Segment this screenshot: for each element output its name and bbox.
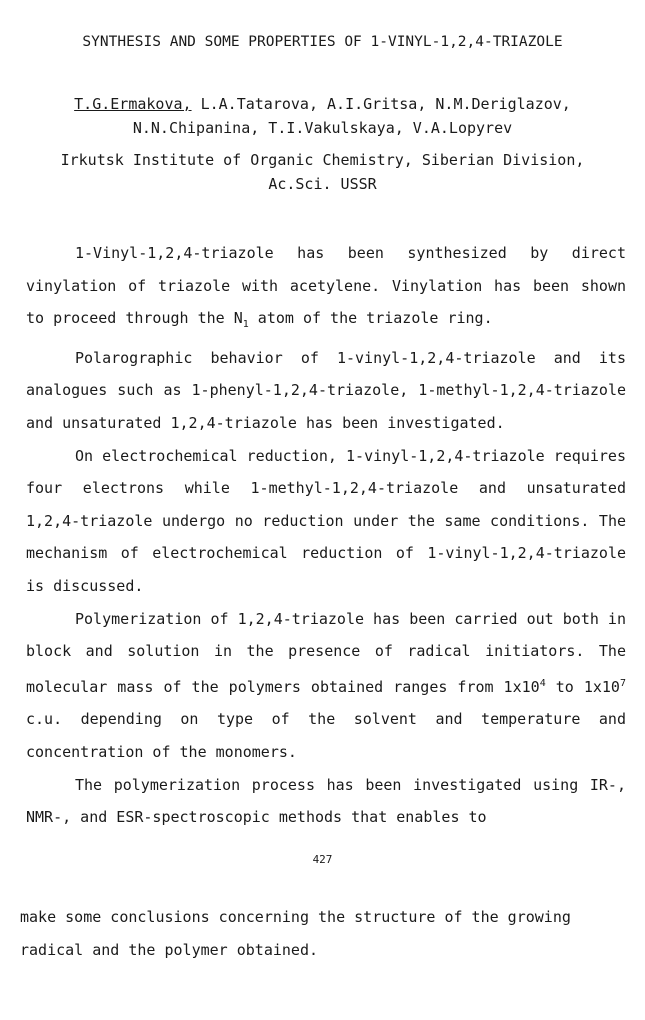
- abstract-body: [26, 237, 626, 834]
- affiliation-line-1: Irkutsk Institute of Organic Chemistry, Siberian Division,: [60, 151, 585, 169]
- continuation-paragraph: make some conclusions concerning the structure of the growing radical and the polymer obtained.: [20, 908, 571, 959]
- paragraph-1-text-a: 1-Vinyl-1,2,4-triazole has been synthesized by direct vinylation of triazole with acetylene. Vinylation has been shown to proceed through the N: [26, 244, 626, 328]
- first-author: T.G.Ermakova,: [74, 95, 192, 113]
- author-line-1: [0, 92, 645, 116]
- page-number: 427: [312, 853, 333, 866]
- paragraph-1-text-b: atom of the triazole ring.: [248, 309, 493, 328]
- paragraph-4-text-b: to 1x10: [545, 677, 620, 696]
- affiliation-line-2: Ac.Sci. USSR: [268, 175, 377, 193]
- paragraph-2: Polarographic behavior of 1-vinyl-1,2,4-triazole and its analogues such as 1-phenyl-1,2,4-triazole, 1-methyl-1,2,4-triazole and unsaturated 1,2,4-triazole has been investigated.: [26, 348, 626, 432]
- paper-title: SYNTHESIS AND SOME PROPERTIES OF 1-VINYL-1,2,4-TRIAZOLE: [82, 34, 563, 50]
- paragraph-3: On electrochemical reduction, 1-vinyl-1,2,4-triazole requires four electrons while 1-methyl-1,2,4-triazole and unsaturated 1,2,4-triazole undergo no reduction under the same conditions. The mechanism of electrochemical reduction of 1-vinyl-1,2,4-triazole is discussed.: [26, 446, 626, 595]
- exponent-7: 7: [619, 677, 626, 689]
- n1-subscript: 1: [242, 319, 249, 331]
- paragraph-1: [26, 237, 626, 342]
- co-authors-1: L.A.Tatarova, A.I.Gritsa, N.M.Deriglazov,: [191, 95, 571, 113]
- affiliation: [0, 148, 645, 196]
- paragraph-5: The polymerization process has been investigated using IR-, NMR-, and ESR-spectroscopic methods that enables to: [26, 775, 626, 827]
- exponent-4: 4: [539, 677, 546, 689]
- continuation-text: [20, 901, 630, 967]
- author-line-2: N.N.Chipanina, T.I.Vakulskaya, V.A.Lopyrev: [132, 119, 513, 137]
- paragraph-4-text-a: Polymerization of 1,2,4-triazole has been carried out both in block and solution in the presence of radical initiators. The molecular mass of the polymers obtained ranges from 1x10: [26, 609, 626, 696]
- paragraph-4-text-c: c.u. depending on type of the solvent and temperature and concentration of the monomers.: [26, 710, 626, 761]
- author-list: [0, 92, 645, 140]
- paragraph-4: [26, 603, 626, 769]
